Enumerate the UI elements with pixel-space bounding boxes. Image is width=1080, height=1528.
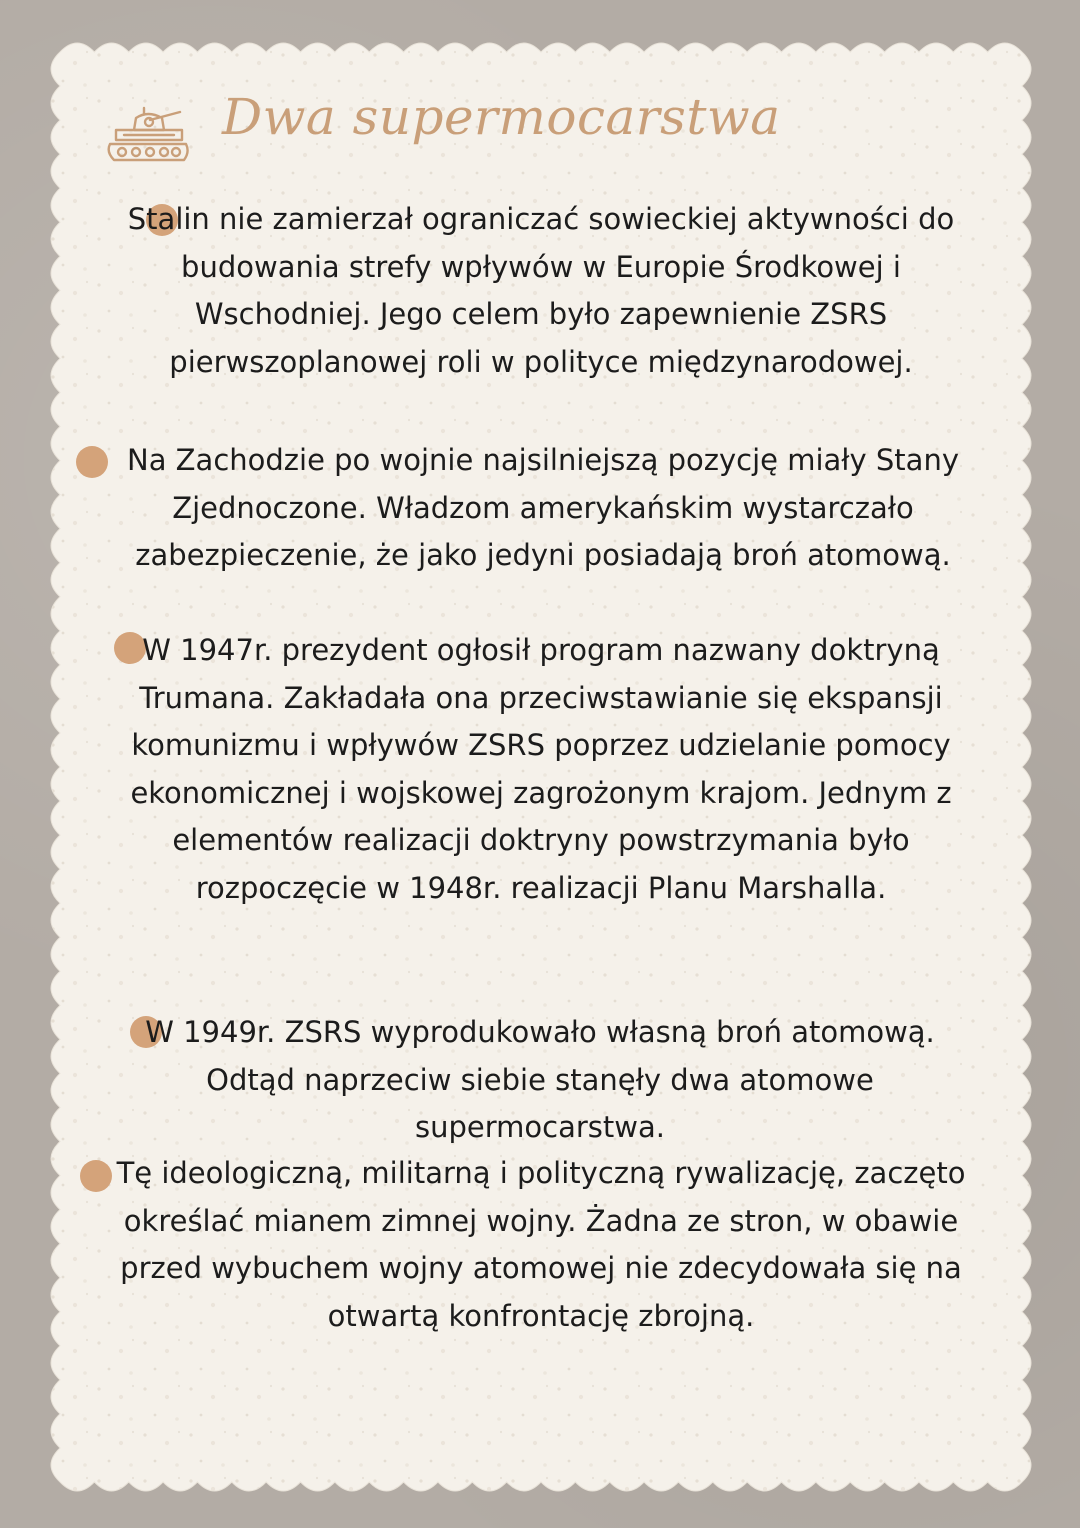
paragraph-stalin: Stalin nie zamierzał ograniczać sowieckiej aktywności do budowania strefy wpływów w Europie Środkowej i Wschodniej. Jego celem było zapewnienie ZSRS pierwszoplanowej roli w polityce międzynarodowej. [127,202,955,379]
paragraph-usa: Na Zachodzie po wojnie najsilniejszą pozycję miały Stany Zjednoczone. Władzom amerykańskim wystarczało zabezpieczenie, że jako jedyni posiadają broń atomową. [127,443,959,572]
paragraph-truman: W 1947r. prezydent ogłosił program nazwany doktryną Trumana. Zakładała ona przeciwstawianie się ekspansji komunizmu i wpływów ZSRS poprzez udzielanie pomocy ekonomicznej i wojskowej zagrożonym krajom. Jednym z elementów realizacji doktryny powstrzymania było rozpoczęcie w 1948r. realizacji Planu Marshalla. [130,633,952,905]
paragraph-cold-war: Tę ideologiczną, militarną i polityczną rywalizację, zaczęto określać mianem zimnej wojny. Żadna ze stron, w obawie przed wybuchem wojny atomowej nie zdecydowała się na otwartą konfrontację zbrojną. [116,1156,966,1333]
bullet-dot [76,446,108,478]
paragraph-atom: W 1949r. ZSRS wyprodukowało własną broń atomową. Odtąd naprzeciw siebie stanęły dwa atomowe supermocarstwa. [145,1015,935,1144]
bullet-dot [80,1160,112,1192]
tank-icon [104,100,192,172]
page-title: Dwa supermocarstwa [222,88,781,146]
